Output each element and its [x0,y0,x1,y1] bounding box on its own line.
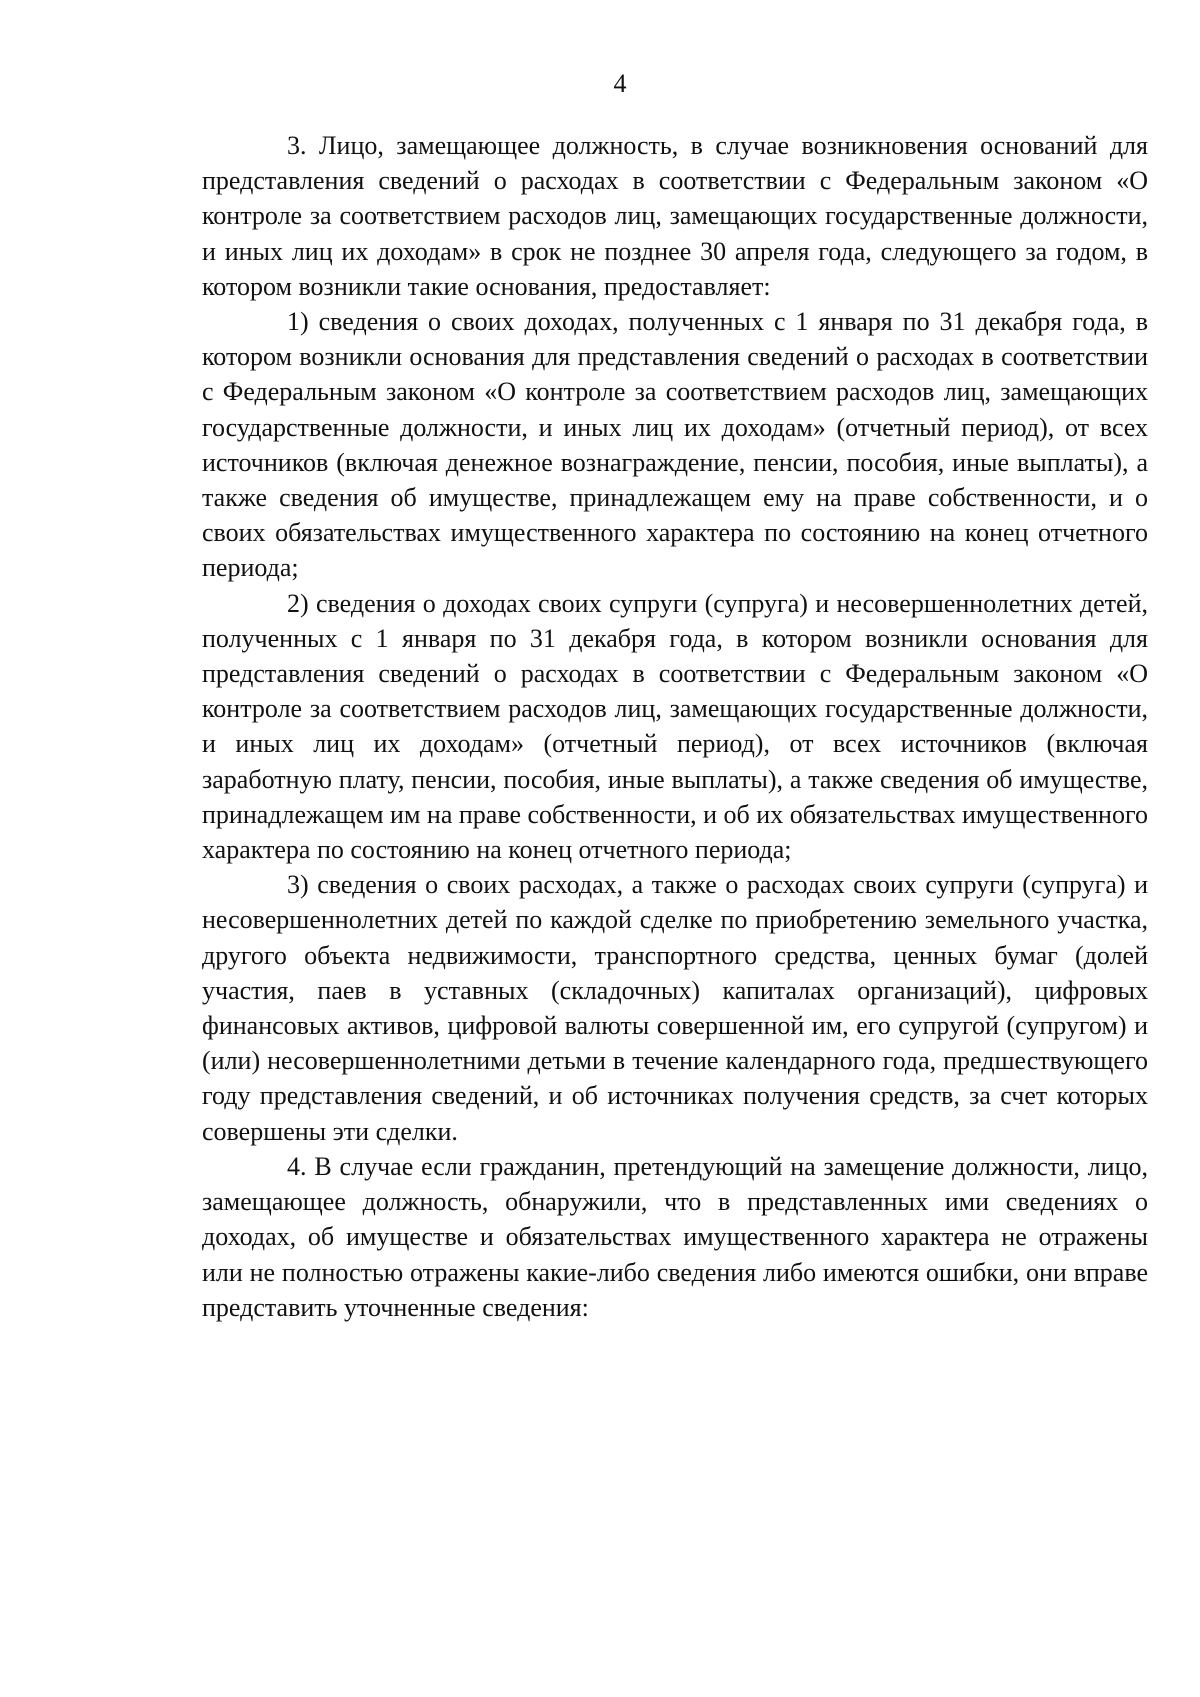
paragraph-3-item-1: 1) сведения о своих доходах, полученных с 1 января по 31 декабря года, в котором возникли основания для представления сведений о расходах в соответствии с Федеральным законом «О контроле за соответствием расходов лиц, замещающих государственные должности, и иных лиц их доходам» (отчетный период), от всех источников (включая денежное вознаграждение, пенсии, пособия, иные выплаты), а также сведения об имуществе, принадлежащем ему на праве собственности, и о своих обязательствах имущественного характера по состоянию на конец отчетного периода; [202,307,1148,583]
paragraph-3: 3. Лицо, замещающее должность, в случае возникновения оснований для представления сведений о расходах в соответствии с Федеральным законом «О контроле за соответствием расходов лиц, замещающих государственные должности, и иных лиц их доходам» в срок не позднее 30 апреля года, следующего за годом, в котором возникли такие основания, предоставляет: [202,131,1148,301]
paragraph-4: 4. В случае если гражданин, претендующий на замещение должности, лицо, замещающее должность, обнаружили, что в представленных ими сведениях о доходах, об имуществе и обязательствах имущественного характера не отражены или не полностью отражены какие-либо сведения либо имеются ошибки, они вправе представить уточненные сведения: [202,1151,1148,1322]
paragraph-3-item-2: 2) сведения о доходах своих супруги (супруга) и несовершеннолетних детей, полученных с 1 января по 31 декабря года, в котором возникли основания для представления сведений о расходах в соответствии с Федеральным законом «О контроле за соответствием расходов лиц, замещающих государственные должности, и иных лиц их доходам» (отчетный период), от всех источников (включая заработную плату, пенсии, пособия, иные выплаты), а также сведения об имуществе, принадлежащем им на праве собственности, и об их обязательствах имущественного характера по состоянию на конец отчетного периода; [202,588,1148,865]
paragraph-3-item-3: 3) сведения о своих расходах, а также о расходах своих супруги (супруга) и несовершеннолетних детей по каждой сделке по приобретению земельного участка, другого объекта недвижимости, транспортного средства, ценных бумаг (долей участия, паев в уставных (складочных) капиталах организаций), цифровых финансовых активов, цифровой валюты совершенной им, его супругой (супругом) и (или) несовершеннолетними детьми в течение календарного года, предшествующего году представления сведений, и об источниках получения средств, за счет которых совершены эти сделки. [202,870,1148,1146]
page-number: 4 [613,69,627,98]
document-body [202,128,1148,1325]
